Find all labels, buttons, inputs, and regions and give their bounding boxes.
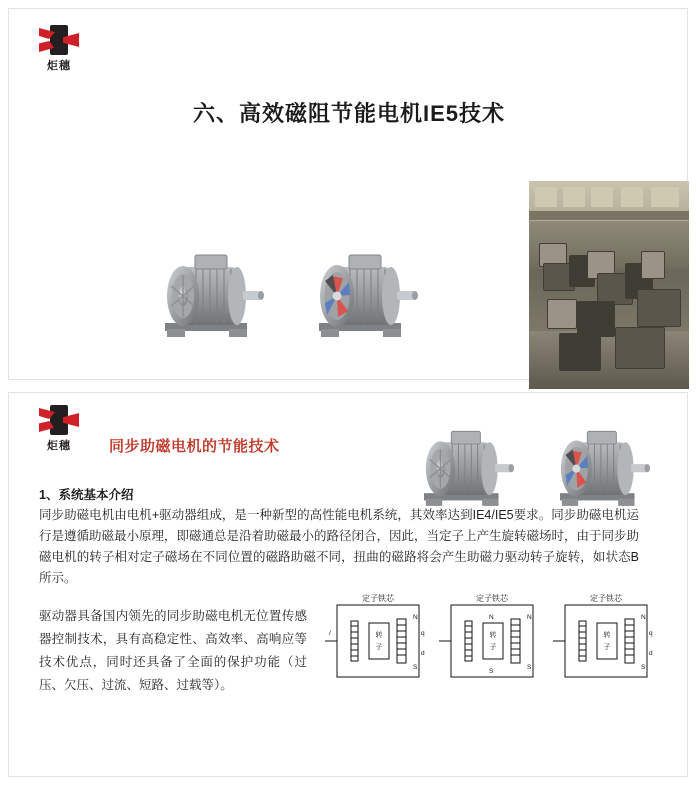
- motor-illustration-fan: [303, 237, 423, 352]
- svg-text:转: 转: [489, 632, 497, 639]
- svg-text:d: d: [421, 650, 425, 657]
- section-heading: 1、系统基本介绍: [39, 488, 134, 502]
- svg-text:S: S: [641, 664, 646, 671]
- slide-2-subtitle: 同步助磁电机的节能技术: [109, 438, 280, 455]
- svg-text:子: 子: [489, 644, 497, 651]
- brand-logo: [31, 25, 87, 75]
- slide-1: [8, 8, 688, 380]
- flame-logo-icon: [37, 25, 81, 55]
- diagram-cell-c-title: 定子铁芯: [590, 594, 622, 603]
- svg-text:转: 转: [375, 632, 383, 639]
- diagram-cell-a-title: 定子铁芯: [362, 594, 394, 603]
- diagram-cell-b-title: 定子铁芯: [476, 594, 508, 603]
- brand-name: 炬穗: [47, 60, 71, 72]
- motor-illustration-gray: [149, 237, 269, 352]
- svg-text:d: d: [649, 650, 653, 657]
- paragraph-driver-features: 驱动器具备国内领先的同步助磁电机无位置传感器控制技术，具有高稳定性、高效率、高响应等技术优点，同时还具备了全面的保护功能（过压、欠压、过流、短路、过载等）。: [39, 609, 307, 692]
- svg-text:N: N: [527, 614, 532, 621]
- diagram-cell-b: [439, 593, 545, 703]
- svg-text:N: N: [413, 614, 418, 621]
- svg-text:N: N: [641, 614, 646, 621]
- svg-text:/: /: [329, 630, 331, 637]
- diagram-cell-c: [553, 593, 659, 703]
- diagram-cell-a: [325, 593, 431, 703]
- paragraph-system-introduction: 同步助磁电机由电机+驱动器组成，是一种新型的高性能电机系统，其效率达到IE4/IE5要求。同步助磁电机运行是遵循助磁最小原理，即磁通总是沿着助磁最小的路径闭合，因此，当定子上产生旋转磁场时，由于同步助磁电机的转子相对定子磁场在不同位置的磁路助磁不同，扭曲的磁路将会产生助磁力驱动转子旋转，如状态B所示。: [39, 508, 640, 585]
- brand-logo: [31, 405, 87, 455]
- svg-text:子: 子: [375, 644, 383, 651]
- magnetic-circuit-diagram: [325, 593, 665, 703]
- svg-text:q: q: [649, 630, 653, 637]
- svg-text:转: 转: [603, 632, 611, 639]
- svg-text:S: S: [527, 664, 532, 671]
- svg-text:子: 子: [603, 644, 611, 651]
- slide-1-title: 六、高效磁阻节能电机IE5技术: [192, 101, 506, 126]
- svg-text:N: N: [489, 614, 494, 621]
- slide-1-motor-illustrations: [149, 237, 423, 352]
- flame-logo-icon: [37, 405, 81, 435]
- svg-text:S: S: [489, 668, 494, 675]
- factory-motor-production-line-photo: [529, 181, 689, 389]
- brand-name: 炬穗: [47, 440, 71, 452]
- svg-text:q: q: [421, 630, 425, 637]
- svg-text:S: S: [413, 664, 418, 671]
- slide-2: [8, 392, 688, 777]
